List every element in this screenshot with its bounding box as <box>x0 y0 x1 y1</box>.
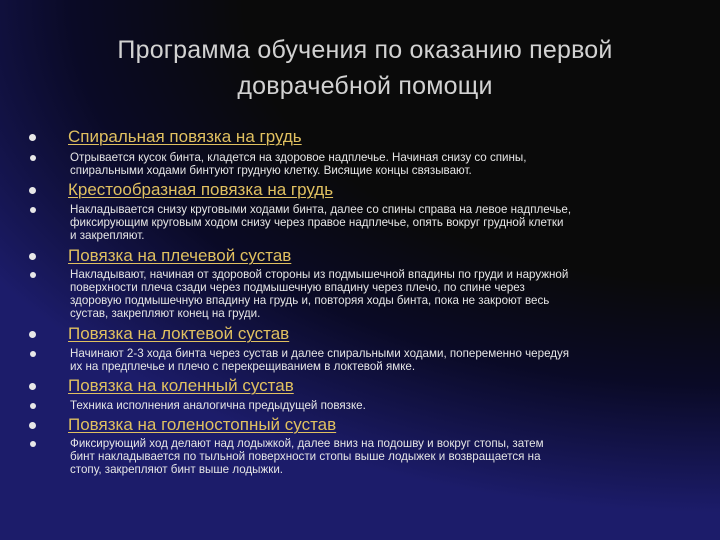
text-line: и закрепляют. <box>70 229 145 242</box>
text-line: поверхности плеча сзади через подмышечную впадину через плечо, по спине через <box>70 281 525 294</box>
section-text <box>70 437 660 476</box>
bullet-icon <box>30 207 36 213</box>
text-line: Накладывается снизу круговыми ходами бинта, далее со спины справа на левое надплечье, <box>70 203 572 216</box>
section-heading: Спиральная повязка на грудь <box>68 127 302 146</box>
slide-title-line-1: Программа обучения по оказанию первой <box>117 36 613 64</box>
slide-title-line-2: доврачебной помощи <box>237 72 493 100</box>
section-heading: Крестообразная повязка на грудь <box>68 180 334 199</box>
bullet-icon <box>29 187 36 194</box>
section-text <box>70 347 660 373</box>
bullet-icon <box>30 351 36 357</box>
section-heading: Повязка на плечевой сустав <box>68 246 292 265</box>
section-text <box>70 151 660 177</box>
bullet-icon <box>29 422 36 429</box>
bullet-icon <box>30 155 36 161</box>
bullet-icon <box>30 441 36 447</box>
text-line: сустав, закрепляют конец на груди. <box>70 307 261 320</box>
text-line: их на предплечье и плечо с перекрещиванием в локтевой ямке. <box>70 360 416 373</box>
bullet-icon <box>29 383 36 390</box>
text-line: Накладывают, начиная от здоровой стороны из подмышечной впадины по груди и наружной <box>70 268 569 281</box>
section-heading: Повязка на локтевой сустав <box>68 324 290 343</box>
text-line: Отрывается кусок бинта, кладется на здоровое надплечье. Начиная снизу со спины, <box>70 151 527 164</box>
section-heading: Повязка на коленный сустав <box>68 376 294 395</box>
section-text <box>70 203 660 242</box>
text-line: здоровую подмышечную впадину на грудь и, повторяя ходы бинта, пока не закроют весь <box>70 294 550 307</box>
section-text <box>70 268 660 320</box>
text-line: Начинают 2-3 хода бинта через сустав и далее спиральными ходами, попеременно чередуя <box>70 347 569 360</box>
section-text <box>70 399 660 412</box>
text-line: бинт накладывается по тыльной поверхности стопы выше лодыжек и возвращается на <box>70 450 541 463</box>
text-line: Фиксирующий ход делают над лодыжкой, далее вниз на подошву и вокруг стопы, затем <box>70 437 544 450</box>
text-line: стопу, закрепляют бинт выше лодыжки. <box>70 463 284 476</box>
text-line: фиксирующим круговым ходом снизу через правое надплечье, опять вокруг грудной клетки <box>70 216 564 229</box>
section-heading: Повязка на голеностопный сустав <box>68 415 337 434</box>
bullet-icon <box>30 403 36 409</box>
bullet-icon <box>30 272 36 278</box>
bullet-icon <box>29 331 36 338</box>
bullet-icon <box>29 134 36 141</box>
bullet-icon <box>29 253 36 260</box>
text-line: спиральными ходами бинтуют грудную клетку. Висящие концы связывают. <box>70 164 472 177</box>
text-line: Техника исполнения аналогична предыдущей повязке. <box>70 399 366 412</box>
